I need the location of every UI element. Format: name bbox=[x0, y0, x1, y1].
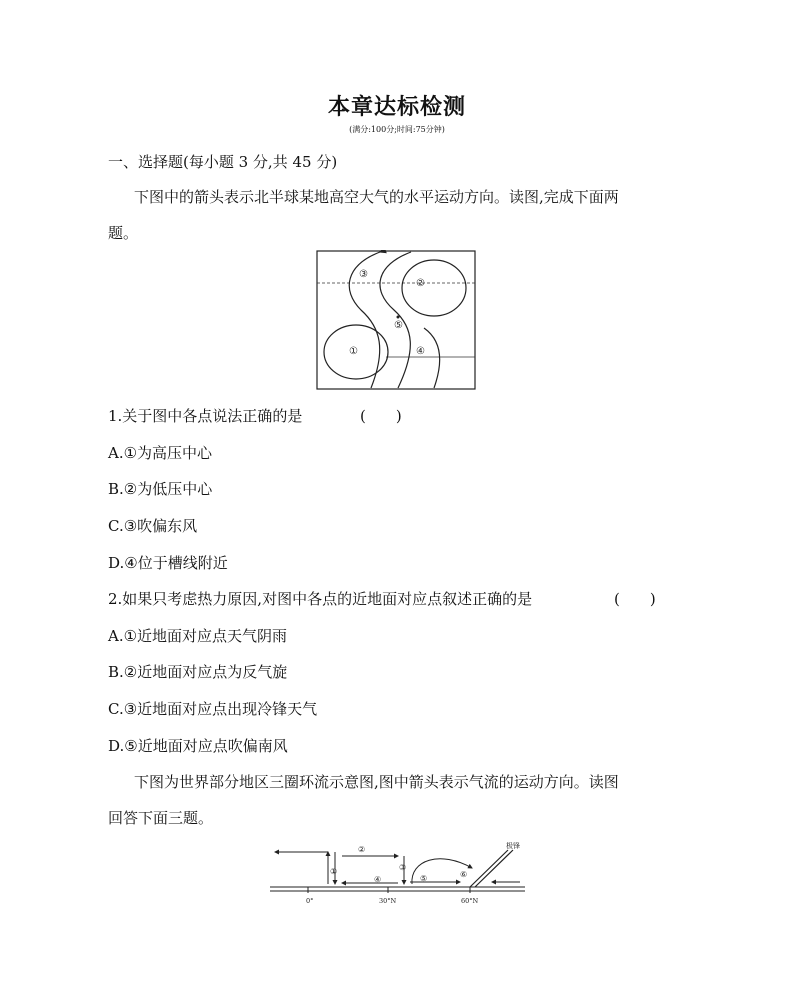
question-2-option-a: A.①近地面对应点天气阴雨 bbox=[108, 627, 288, 645]
exam-info: (满分:100分;时间:75分钟) bbox=[349, 125, 445, 134]
figure1-label-2: ② bbox=[416, 278, 425, 289]
figure1-label-3: ③ bbox=[359, 269, 368, 280]
question-1-option-d: D.④位于槽线附近 bbox=[108, 554, 228, 572]
figure1-label-1: ① bbox=[349, 346, 358, 357]
figure1-label-4: ④ bbox=[416, 346, 425, 357]
figure2-label-2: ② bbox=[358, 845, 366, 854]
section-heading: 一、选择题(每小题 3 分,共 45 分) bbox=[108, 153, 338, 171]
pressure-figure bbox=[316, 250, 476, 390]
intro-2-line-1: 下图为世界部分地区三圈环流示意图,图中箭头表示气流的运动方向。读图 bbox=[134, 773, 619, 791]
polar-front-label: 极锋 bbox=[506, 842, 520, 850]
intro-2-line-2: 回答下面三题。 bbox=[108, 809, 214, 827]
latitude-0-label: 0° bbox=[306, 897, 314, 905]
figure2-label-6: ⑥ bbox=[460, 870, 468, 879]
circulation-figure bbox=[270, 840, 540, 906]
question-2-option-b: B.②近地面对应点为反气旋 bbox=[108, 663, 288, 681]
question-2-option-d: D.⑤近地面对应点吹偏南风 bbox=[108, 737, 288, 755]
page-title: 本章达标检测 bbox=[327, 95, 466, 120]
figure1-label-5: ⑤ bbox=[394, 320, 403, 331]
question-2-stem: 2.如果只考虑热力原因,对图中各点的近地面对应点叙述正确的是 bbox=[108, 590, 533, 608]
question-1-answer-paren: ( ) bbox=[360, 407, 402, 425]
figure2-label-1: ① bbox=[330, 867, 338, 876]
question-2-answer-paren: ( ) bbox=[614, 590, 656, 608]
latitude-30n-label: 30°N bbox=[379, 897, 397, 905]
figure2-label-4: ④ bbox=[374, 875, 382, 884]
intro-1-line-2: 题。 bbox=[108, 224, 139, 242]
question-1-option-c: C.③吹偏东风 bbox=[108, 517, 198, 535]
question-1-stem: 1.关于图中各点说法正确的是 bbox=[108, 407, 303, 425]
question-1-option-a: A.①为高压中心 bbox=[108, 444, 213, 462]
question-2-option-c: C.③近地面对应点出现冷锋天气 bbox=[108, 700, 318, 718]
question-1-option-b: B.②为低压中心 bbox=[108, 480, 213, 498]
intro-1-line-1: 下图中的箭头表示北半球某地高空大气的水平运动方向。读图,完成下面两 bbox=[134, 188, 619, 206]
figure2-label-5: ⑤ bbox=[420, 874, 428, 883]
latitude-60n-label: 60°N bbox=[461, 897, 479, 905]
figure2-label-3: ③ bbox=[399, 863, 407, 872]
